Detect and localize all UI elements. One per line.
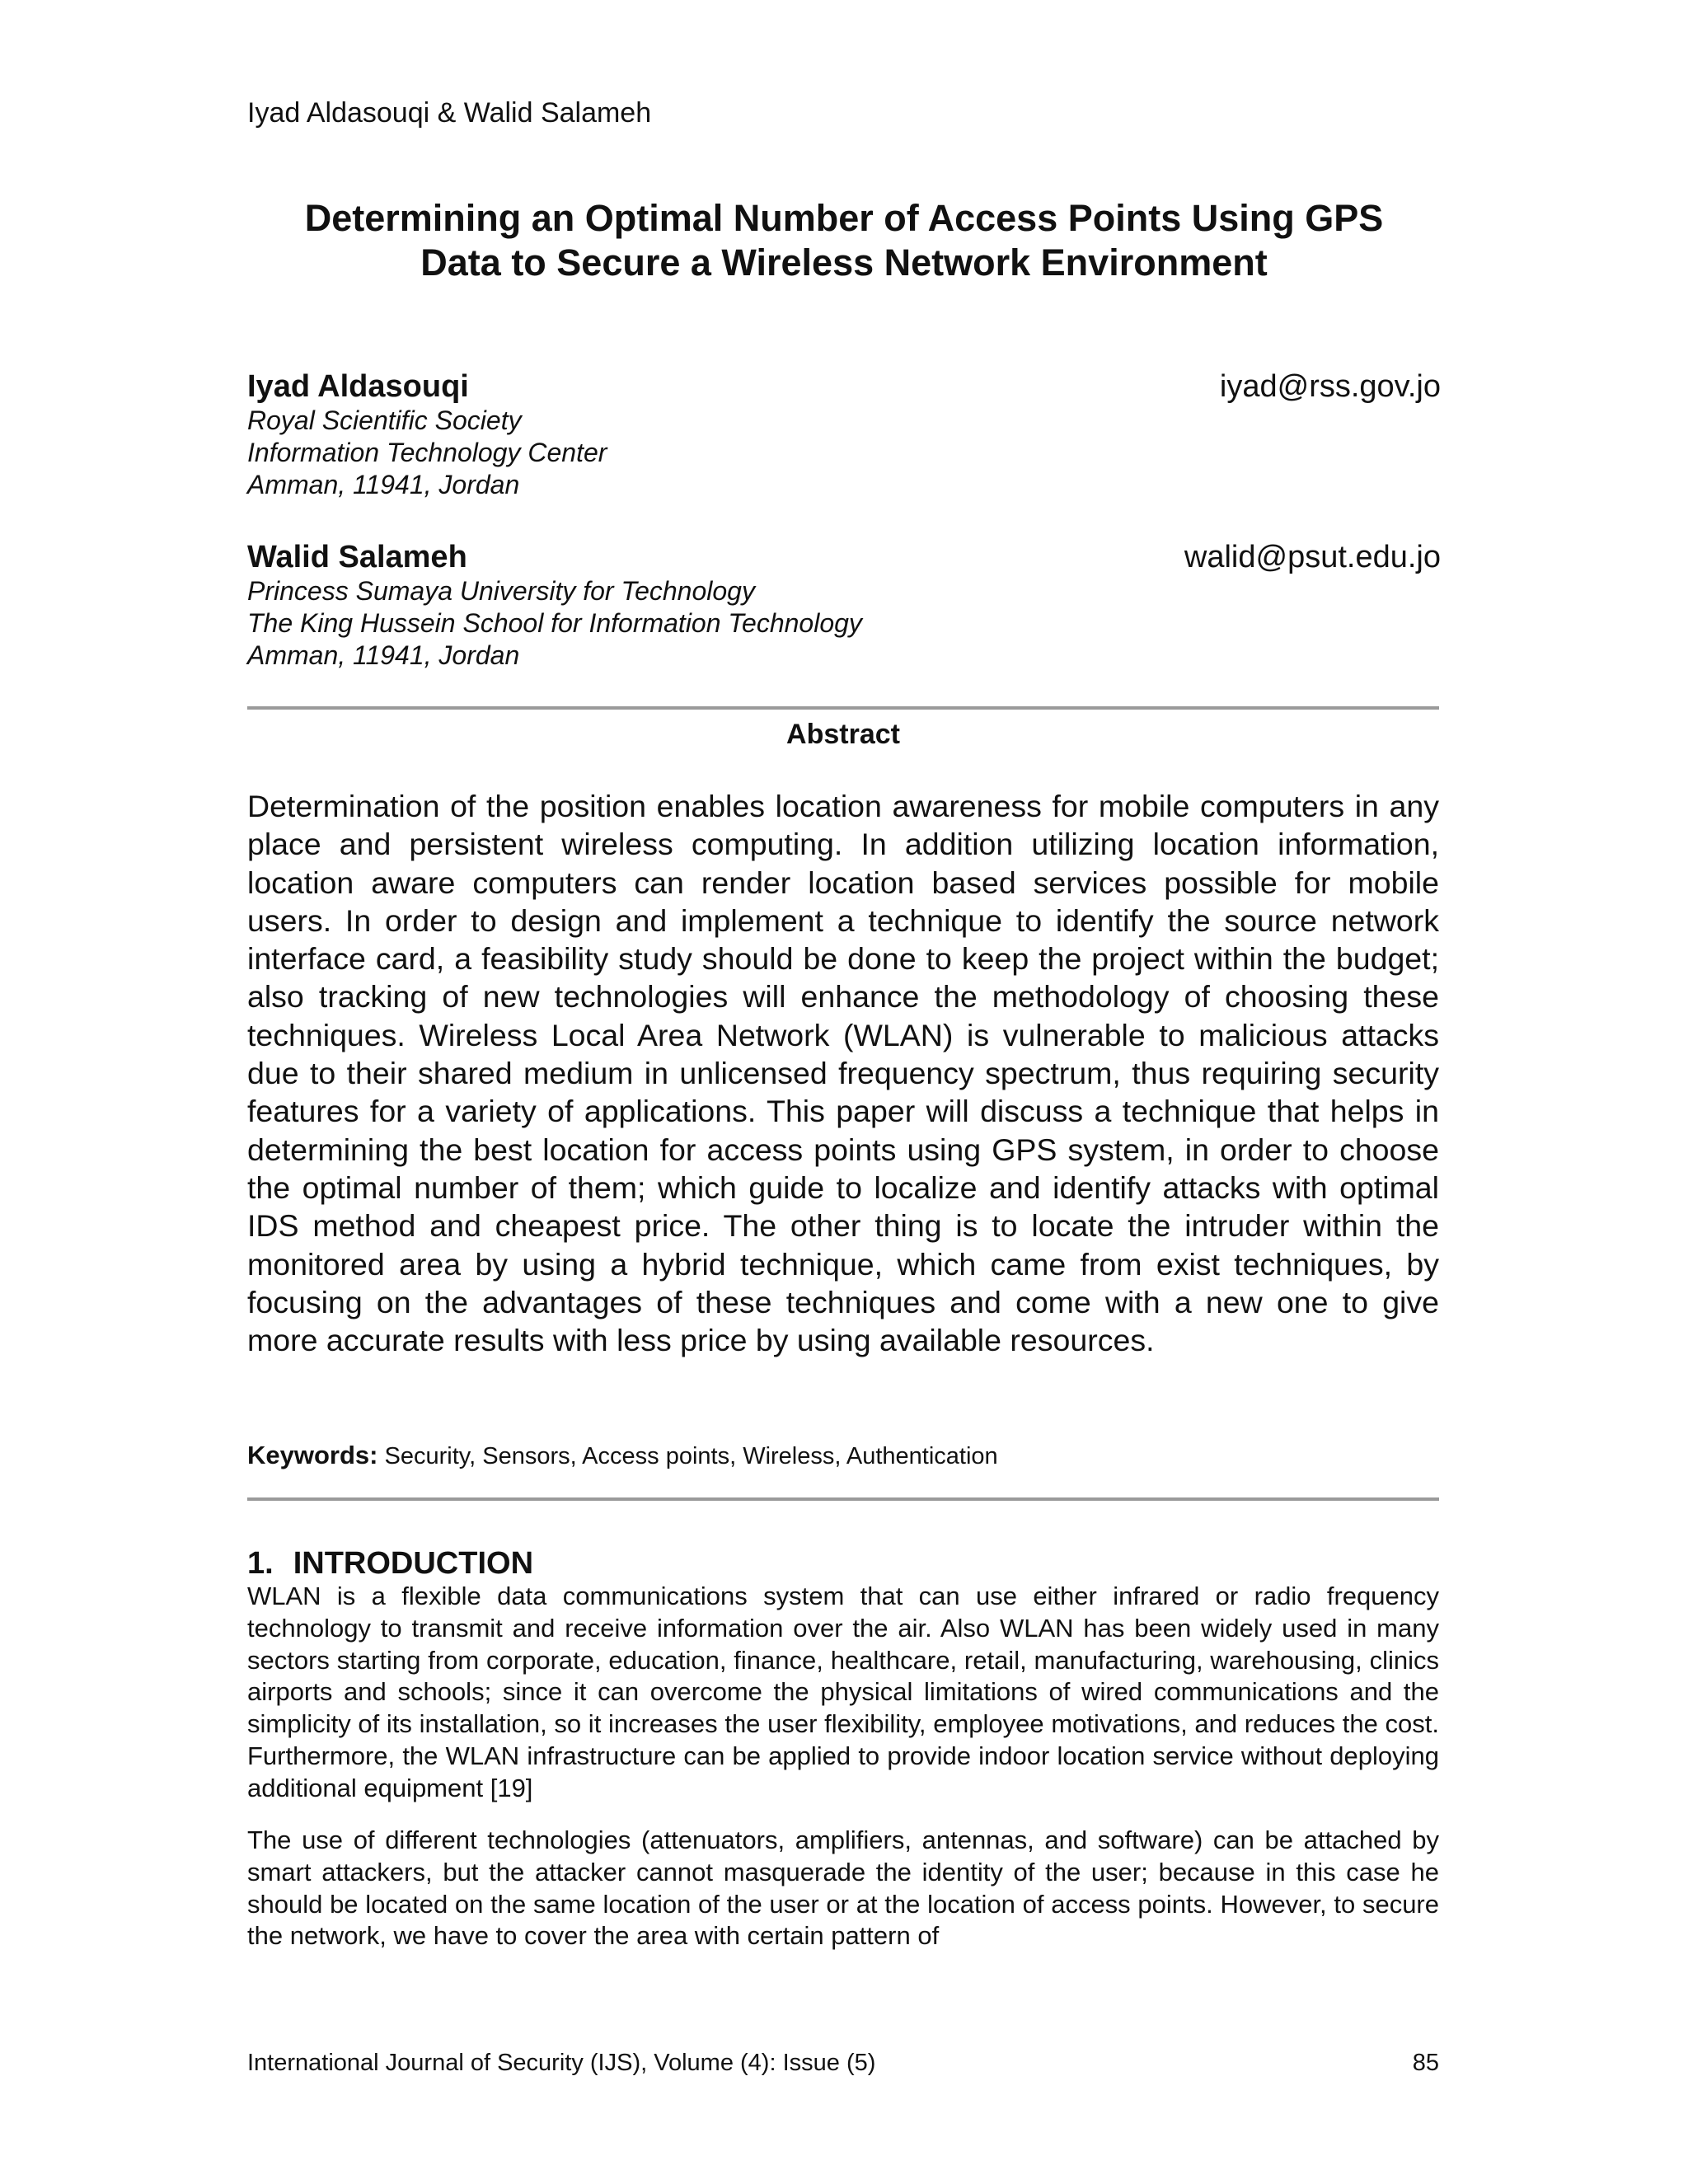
intro-paragraph-1: WLAN is a flexible data communications system that can use either infrared or radio frequency technology to transmit and receive information over the air. Also WLAN has been widely used in many sectors starting from corporate, education, finance, healthcare, retail, manufacturing, warehousing, clinics airports and schools; since it can overcome the physical limitations of wired communications and the simplicity of its installation, so it increases the user flexibility, employee motivations, and reduces the cost. Furthermore, the WLAN infrastructure can be applied to provide indoor location service without deploying additional equipment [19] <box>247 1582 1439 1802</box>
author-address: Amman, 11941, Jordan <box>247 640 520 670</box>
intro-paragraph-2: The use of different technologies (attenuators, amplifiers, antennas, and software) can be attached by smart attackers, but the attacker cannot masquerade the identity of the user; because in this case he should be located on the same location of the user or at the location of access points. However, to secure the network, we have to cover the area with certain pattern of <box>247 1825 1439 1951</box>
title-line-1: Determining an Optimal Number of Access Points Using GPS <box>304 197 1384 239</box>
title-line-2: Data to Secure a Wireless Network Environment <box>420 241 1268 284</box>
author-department: The King Hussein School for Information Technology <box>247 608 862 638</box>
author-affiliation: Princess Sumaya University for Technology <box>247 576 755 606</box>
author-block-1 <box>247 369 1441 501</box>
abstract-text: Determination of the position enables location awareness for mobile computers in any place and persistent wireless computing. In addition utilizing location information, location aware computers can render location based services possible for mobile users. In order to design and implement a technique to identify the source network interface card, a feasibility study should be done to keep the project within the budget; also tracking of new technologies will enhance the methodology of choosing these techniques. Wireless Local Area Network (WLAN) is vulnerable to malicious attacks due to their shared medium in unlicensed frequency spectrum, thus requiring security features for a variety of applications. This paper will discuss a technique that helps in determining the best location for access points using GPS system, in order to choose the optimal number of them; which guide to localize and identify attacks with optimal IDS method and cheapest price. The other thing is to locate the intruder within the monitored area by using a hybrid technique, which came from exist techniques, by focusing on the advantages of these techniques and come with a new one to give more accurate results with less price by using available resources. <box>247 789 1439 1358</box>
author-affiliation: Royal Scientific Society <box>247 405 522 435</box>
divider-top <box>247 706 1439 710</box>
author-name: Walid Salameh <box>247 540 467 574</box>
author-email[interactable]: walid@psut.edu.jo <box>1184 540 1441 574</box>
author-department: Information Technology Center <box>247 438 607 467</box>
keywords-list: Security, Sensors, Access points, Wireless, Authentication <box>384 1443 998 1469</box>
section-title: INTRODUCTION <box>293 1546 534 1581</box>
section-heading-introduction <box>247 1546 533 1582</box>
abstract-heading: Abstract <box>786 719 900 750</box>
author-block-2 <box>247 540 1441 672</box>
section-number: 1. <box>247 1546 274 1581</box>
footer-journal: International Journal of Security (IJS), Volume (4): Issue (5) <box>247 2050 876 2076</box>
author-address: Amman, 11941, Jordan <box>247 470 520 499</box>
divider-bottom <box>247 1497 1439 1501</box>
keywords-label: Keywords: <box>247 1441 378 1469</box>
author-email[interactable]: iyad@rss.gov.jo <box>1219 369 1441 404</box>
running-header: Iyad Aldasouqi & Walid Salameh <box>247 97 652 129</box>
author-name: Iyad Aldasouqi <box>247 369 469 404</box>
keywords <box>247 1441 998 1470</box>
paper-title <box>165 196 1523 285</box>
footer-page-number: 85 <box>1412 2050 1439 2076</box>
